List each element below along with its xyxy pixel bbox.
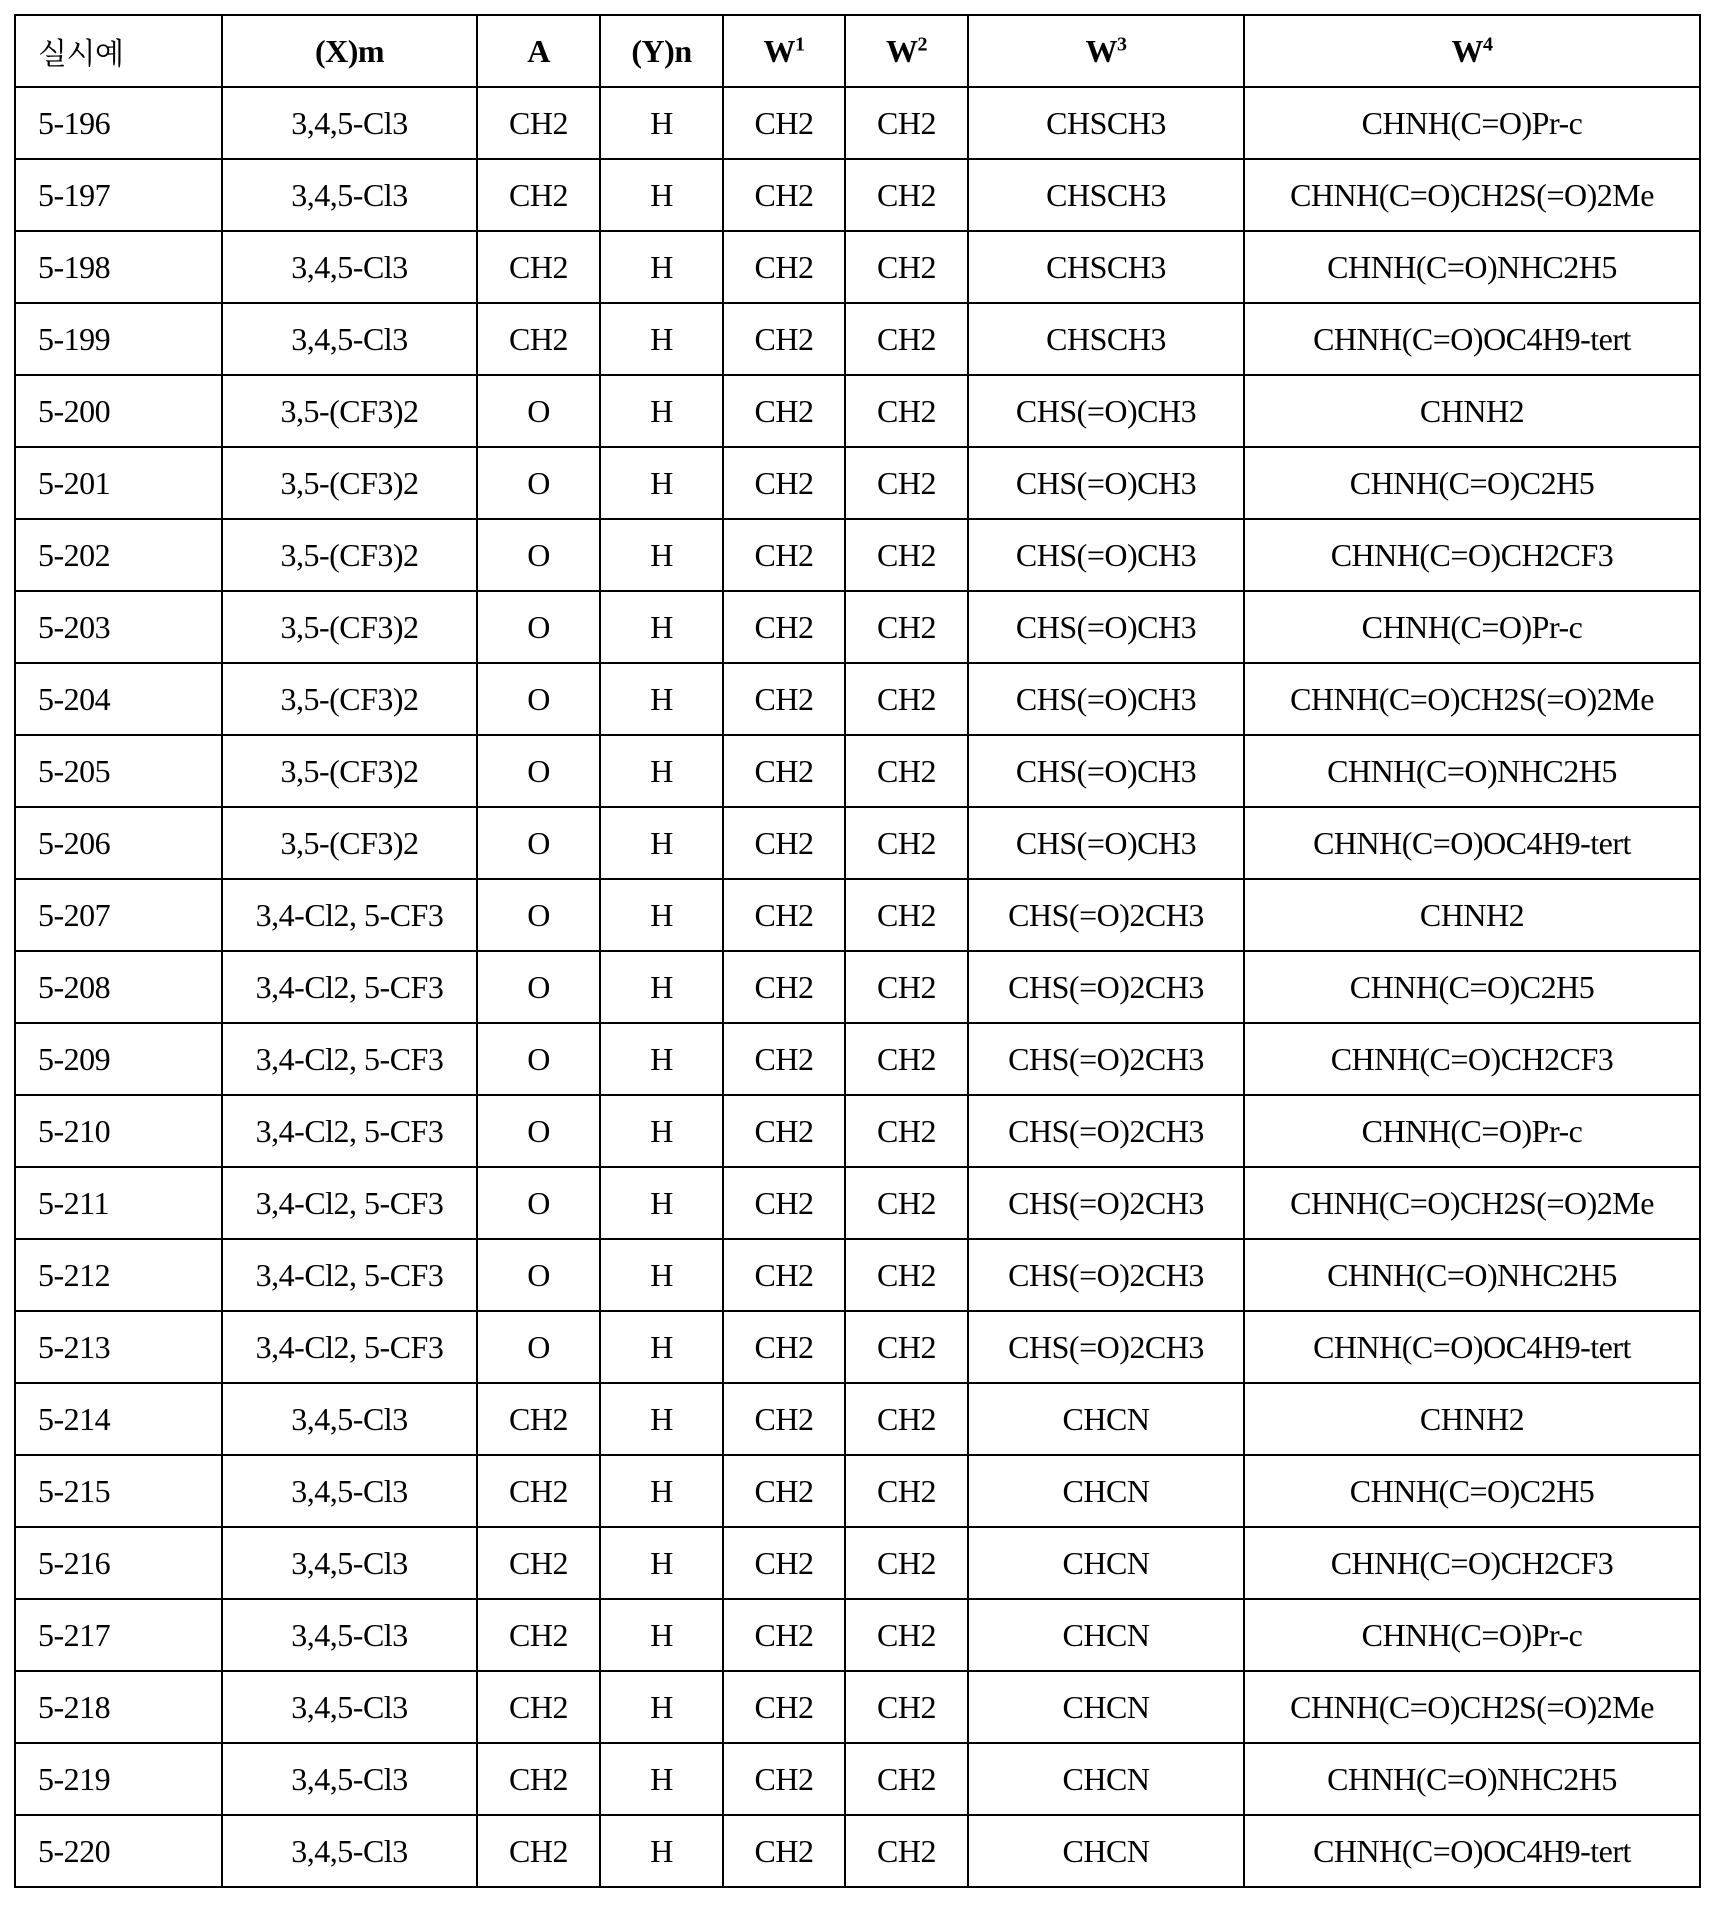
cell-example: 5-214 (15, 1383, 222, 1455)
cell-w3: CHS(=O)CH3 (968, 591, 1244, 663)
cell-w2: CH2 (845, 1599, 968, 1671)
cell-w3: CHS(=O)2CH3 (968, 1023, 1244, 1095)
cell-w3: CHCN (968, 1743, 1244, 1815)
cell-example: 5-215 (15, 1455, 222, 1527)
cell-a: O (477, 735, 600, 807)
table-row (15, 87, 1700, 159)
cell-w4: CHNH(C=O)CH2S(=O)2Me (1244, 663, 1700, 735)
cell-a: O (477, 447, 600, 519)
cell-xm: 3,4,5-Cl3 (222, 1671, 477, 1743)
cell-w1: CH2 (723, 1599, 845, 1671)
cell-a: CH2 (477, 87, 600, 159)
table-row (15, 375, 1700, 447)
cell-a: O (477, 663, 600, 735)
cell-a: O (477, 1023, 600, 1095)
cell-yn: H (600, 1167, 723, 1239)
cell-a: O (477, 807, 600, 879)
cell-yn: H (600, 591, 723, 663)
cell-example: 5-218 (15, 1671, 222, 1743)
cell-w3: CHSCH3 (968, 87, 1244, 159)
column-header-w4 (1244, 15, 1700, 87)
table-row (15, 807, 1700, 879)
cell-w2: CH2 (845, 1311, 968, 1383)
column-header-label: (X)m (314, 32, 385, 69)
cell-example: 5-200 (15, 375, 222, 447)
cell-a: CH2 (477, 1815, 600, 1887)
cell-w2: CH2 (845, 1239, 968, 1311)
cell-w1: CH2 (723, 735, 845, 807)
cell-w4: CHNH(C=O)C2H5 (1244, 1455, 1700, 1527)
cell-yn: H (600, 735, 723, 807)
cell-w4: CHNH(C=O)OC4H9-tert (1244, 303, 1700, 375)
cell-example: 5-211 (15, 1167, 222, 1239)
column-header-w3 (968, 15, 1244, 87)
cell-xm: 3,5-(CF3)2 (222, 591, 477, 663)
cell-example: 5-206 (15, 807, 222, 879)
cell-w4: CHNH(C=O)Pr-c (1244, 87, 1700, 159)
column-header-w2 (845, 15, 968, 87)
cell-w3: CHS(=O)2CH3 (968, 1311, 1244, 1383)
cell-w3: CHS(=O)CH3 (968, 375, 1244, 447)
table-row (15, 1455, 1700, 1527)
cell-w2: CH2 (845, 519, 968, 591)
table-row (15, 879, 1700, 951)
table-row (15, 1095, 1700, 1167)
cell-w1: CH2 (723, 1455, 845, 1527)
cell-yn: H (600, 1743, 723, 1815)
cell-xm: 3,4,5-Cl3 (222, 159, 477, 231)
cell-w1: CH2 (723, 1383, 845, 1455)
cell-xm: 3,4,5-Cl3 (222, 1527, 477, 1599)
cell-yn: H (600, 879, 723, 951)
cell-yn: H (600, 1671, 723, 1743)
cell-example: 5-220 (15, 1815, 222, 1887)
cell-example: 5-213 (15, 1311, 222, 1383)
cell-w4: CHNH(C=O)C2H5 (1244, 951, 1700, 1023)
cell-w4: CHNH(C=O)NHC2H5 (1244, 1239, 1700, 1311)
cell-w4: CHNH(C=O)CH2CF3 (1244, 519, 1700, 591)
cell-w1: CH2 (723, 807, 845, 879)
cell-a: CH2 (477, 159, 600, 231)
table-row (15, 591, 1700, 663)
cell-yn: H (600, 1095, 723, 1167)
cell-w1: CH2 (723, 87, 845, 159)
table-row (15, 1023, 1700, 1095)
cell-yn: H (600, 1599, 723, 1671)
cell-w2: CH2 (845, 951, 968, 1023)
cell-w4: CHNH(C=O)NHC2H5 (1244, 1743, 1700, 1815)
cell-yn: H (600, 1383, 723, 1455)
cell-a: CH2 (477, 1671, 600, 1743)
cell-w3: CHSCH3 (968, 303, 1244, 375)
cell-xm: 3,4,5-Cl3 (222, 1383, 477, 1455)
cell-w2: CH2 (845, 1743, 968, 1815)
cell-w3: CHS(=O)CH3 (968, 519, 1244, 591)
column-header-superscript: 4 (1483, 32, 1493, 55)
column-header-xm (222, 15, 477, 87)
column-header-superscript: 1 (795, 32, 805, 55)
column-header-label: A (527, 32, 550, 69)
cell-w1: CH2 (723, 879, 845, 951)
column-header-label: W (1451, 32, 1483, 69)
cell-w3: CHS(=O)CH3 (968, 735, 1244, 807)
cell-yn: H (600, 447, 723, 519)
cell-xm: 3,5-(CF3)2 (222, 375, 477, 447)
cell-xm: 3,4,5-Cl3 (222, 1815, 477, 1887)
cell-a: CH2 (477, 1455, 600, 1527)
cell-w1: CH2 (723, 1743, 845, 1815)
cell-w4: CHNH2 (1244, 879, 1700, 951)
cell-xm: 3,4-Cl2, 5-CF3 (222, 1095, 477, 1167)
cell-a: CH2 (477, 231, 600, 303)
cell-example: 5-203 (15, 591, 222, 663)
cell-w2: CH2 (845, 807, 968, 879)
cell-w2: CH2 (845, 447, 968, 519)
cell-w3: CHCN (968, 1527, 1244, 1599)
cell-example: 5-196 (15, 87, 222, 159)
cell-a: CH2 (477, 1743, 600, 1815)
table-body (15, 87, 1700, 1887)
cell-xm: 3,4-Cl2, 5-CF3 (222, 879, 477, 951)
cell-w1: CH2 (723, 1815, 845, 1887)
column-header-yn (600, 15, 723, 87)
cell-a: O (477, 1311, 600, 1383)
cell-w1: CH2 (723, 591, 845, 663)
cell-example: 5-216 (15, 1527, 222, 1599)
cell-xm: 3,4,5-Cl3 (222, 303, 477, 375)
cell-example: 5-204 (15, 663, 222, 735)
table-row (15, 1743, 1700, 1815)
cell-xm: 3,4-Cl2, 5-CF3 (222, 951, 477, 1023)
cell-w3: CHS(=O)2CH3 (968, 879, 1244, 951)
cell-w2: CH2 (845, 879, 968, 951)
cell-xm: 3,5-(CF3)2 (222, 807, 477, 879)
cell-w2: CH2 (845, 663, 968, 735)
cell-xm: 3,5-(CF3)2 (222, 735, 477, 807)
cell-w4: CHNH(C=O)CH2S(=O)2Me (1244, 159, 1700, 231)
cell-w3: CHS(=O)2CH3 (968, 1239, 1244, 1311)
cell-w2: CH2 (845, 303, 968, 375)
cell-w4: CHNH(C=O)Pr-c (1244, 591, 1700, 663)
cell-w3: CHS(=O)2CH3 (968, 1095, 1244, 1167)
cell-w2: CH2 (845, 591, 968, 663)
column-header-superscript: 3 (1117, 32, 1127, 55)
cell-w1: CH2 (723, 1239, 845, 1311)
cell-w1: CH2 (723, 1527, 845, 1599)
cell-w1: CH2 (723, 159, 845, 231)
cell-w2: CH2 (845, 1527, 968, 1599)
column-header-label: 실시예 (38, 37, 124, 72)
cell-w1: CH2 (723, 1311, 845, 1383)
table-row (15, 303, 1700, 375)
cell-xm: 3,4-Cl2, 5-CF3 (222, 1167, 477, 1239)
cell-w3: CHSCH3 (968, 159, 1244, 231)
table-row (15, 1671, 1700, 1743)
cell-xm: 3,4-Cl2, 5-CF3 (222, 1311, 477, 1383)
cell-example: 5-202 (15, 519, 222, 591)
cell-w4: CHNH(C=O)OC4H9-tert (1244, 1815, 1700, 1887)
cell-a: O (477, 375, 600, 447)
cell-xm: 3,4,5-Cl3 (222, 1599, 477, 1671)
cell-yn: H (600, 159, 723, 231)
cell-w3: CHS(=O)CH3 (968, 807, 1244, 879)
table-row (15, 1599, 1700, 1671)
column-header-a (477, 15, 600, 87)
cell-yn: H (600, 87, 723, 159)
cell-w2: CH2 (845, 1815, 968, 1887)
cell-example: 5-217 (15, 1599, 222, 1671)
cell-w1: CH2 (723, 231, 845, 303)
cell-w2: CH2 (845, 1455, 968, 1527)
table-row (15, 231, 1700, 303)
table-row (15, 1311, 1700, 1383)
column-header-example (15, 15, 222, 87)
cell-w3: CHS(=O)CH3 (968, 663, 1244, 735)
table-row (15, 735, 1700, 807)
table-row (15, 1167, 1700, 1239)
cell-yn: H (600, 951, 723, 1023)
cell-example: 5-208 (15, 951, 222, 1023)
cell-w1: CH2 (723, 303, 845, 375)
cell-w3: CHCN (968, 1383, 1244, 1455)
cell-a: O (477, 519, 600, 591)
cell-example: 5-219 (15, 1743, 222, 1815)
cell-xm: 3,4-Cl2, 5-CF3 (222, 1239, 477, 1311)
cell-a: CH2 (477, 1383, 600, 1455)
cell-w1: CH2 (723, 663, 845, 735)
cell-w4: CHNH2 (1244, 375, 1700, 447)
table-row (15, 1383, 1700, 1455)
cell-w4: CHNH(C=O)CH2CF3 (1244, 1023, 1700, 1095)
column-header-label: W (1085, 32, 1117, 69)
cell-xm: 3,5-(CF3)2 (222, 663, 477, 735)
cell-example: 5-209 (15, 1023, 222, 1095)
cell-yn: H (600, 1815, 723, 1887)
cell-yn: H (600, 375, 723, 447)
cell-example: 5-210 (15, 1095, 222, 1167)
cell-yn: H (600, 303, 723, 375)
cell-w4: CHNH(C=O)Pr-c (1244, 1599, 1700, 1671)
cell-yn: H (600, 1023, 723, 1095)
table-row (15, 447, 1700, 519)
cell-w4: CHNH(C=O)NHC2H5 (1244, 735, 1700, 807)
cell-yn: H (600, 1311, 723, 1383)
column-header-label: W (886, 32, 918, 69)
cell-example: 5-205 (15, 735, 222, 807)
cell-example: 5-207 (15, 879, 222, 951)
cell-example: 5-212 (15, 1239, 222, 1311)
cell-w4: CHNH(C=O)CH2S(=O)2Me (1244, 1167, 1700, 1239)
cell-w3: CHCN (968, 1599, 1244, 1671)
cell-xm: 3,4,5-Cl3 (222, 231, 477, 303)
cell-xm: 3,4,5-Cl3 (222, 1455, 477, 1527)
cell-w3: CHS(=O)2CH3 (968, 951, 1244, 1023)
cell-yn: H (600, 1527, 723, 1599)
table-row (15, 519, 1700, 591)
cell-w1: CH2 (723, 375, 845, 447)
header-row (15, 15, 1700, 87)
cell-w4: CHNH(C=O)CH2CF3 (1244, 1527, 1700, 1599)
cell-w3: CHSCH3 (968, 231, 1244, 303)
cell-yn: H (600, 807, 723, 879)
cell-a: CH2 (477, 1599, 600, 1671)
cell-w1: CH2 (723, 951, 845, 1023)
table-row (15, 1527, 1700, 1599)
cell-w2: CH2 (845, 735, 968, 807)
table-row (15, 1815, 1700, 1887)
cell-yn: H (600, 1239, 723, 1311)
column-header-label: (Y)n (631, 32, 692, 69)
cell-w2: CH2 (845, 159, 968, 231)
cell-a: O (477, 1239, 600, 1311)
cell-example: 5-197 (15, 159, 222, 231)
cell-w1: CH2 (723, 1023, 845, 1095)
cell-xm: 3,4,5-Cl3 (222, 1743, 477, 1815)
cell-w1: CH2 (723, 1167, 845, 1239)
cell-w4: CHNH2 (1244, 1383, 1700, 1455)
cell-example: 5-199 (15, 303, 222, 375)
cell-a: O (477, 1095, 600, 1167)
cell-w1: CH2 (723, 1671, 845, 1743)
cell-w4: CHNH(C=O)Pr-c (1244, 1095, 1700, 1167)
column-header-w1 (723, 15, 845, 87)
cell-w2: CH2 (845, 1023, 968, 1095)
cell-w4: CHNH(C=O)OC4H9-tert (1244, 1311, 1700, 1383)
cell-w3: CHS(=O)2CH3 (968, 1167, 1244, 1239)
column-header-label: W (763, 32, 795, 69)
cell-w2: CH2 (845, 1383, 968, 1455)
cell-w2: CH2 (845, 87, 968, 159)
cell-w3: CHCN (968, 1671, 1244, 1743)
cell-a: O (477, 951, 600, 1023)
cell-xm: 3,5-(CF3)2 (222, 447, 477, 519)
cell-yn: H (600, 519, 723, 591)
cell-w4: CHNH(C=O)CH2S(=O)2Me (1244, 1671, 1700, 1743)
cell-w2: CH2 (845, 231, 968, 303)
cell-w2: CH2 (845, 1095, 968, 1167)
cell-yn: H (600, 1455, 723, 1527)
cell-w2: CH2 (845, 1167, 968, 1239)
cell-a: O (477, 879, 600, 951)
cell-xm: 3,4-Cl2, 5-CF3 (222, 1023, 477, 1095)
cell-a: CH2 (477, 303, 600, 375)
column-header-superscript: 2 (917, 32, 927, 55)
cell-a: O (477, 591, 600, 663)
table-row (15, 663, 1700, 735)
cell-w3: CHCN (968, 1815, 1244, 1887)
compound-table (14, 14, 1701, 1888)
cell-w1: CH2 (723, 519, 845, 591)
table-row (15, 159, 1700, 231)
cell-yn: H (600, 663, 723, 735)
cell-w4: CHNH(C=O)C2H5 (1244, 447, 1700, 519)
cell-example: 5-198 (15, 231, 222, 303)
cell-w1: CH2 (723, 1095, 845, 1167)
cell-w4: CHNH(C=O)OC4H9-tert (1244, 807, 1700, 879)
cell-example: 5-201 (15, 447, 222, 519)
cell-xm: 3,4,5-Cl3 (222, 87, 477, 159)
cell-a: CH2 (477, 1527, 600, 1599)
cell-w1: CH2 (723, 447, 845, 519)
cell-w4: CHNH(C=O)NHC2H5 (1244, 231, 1700, 303)
cell-w2: CH2 (845, 375, 968, 447)
cell-w2: CH2 (845, 1671, 968, 1743)
cell-yn: H (600, 231, 723, 303)
cell-xm: 3,5-(CF3)2 (222, 519, 477, 591)
cell-w3: CHS(=O)CH3 (968, 447, 1244, 519)
cell-a: O (477, 1167, 600, 1239)
table-row (15, 1239, 1700, 1311)
table-row (15, 951, 1700, 1023)
cell-w3: CHCN (968, 1455, 1244, 1527)
